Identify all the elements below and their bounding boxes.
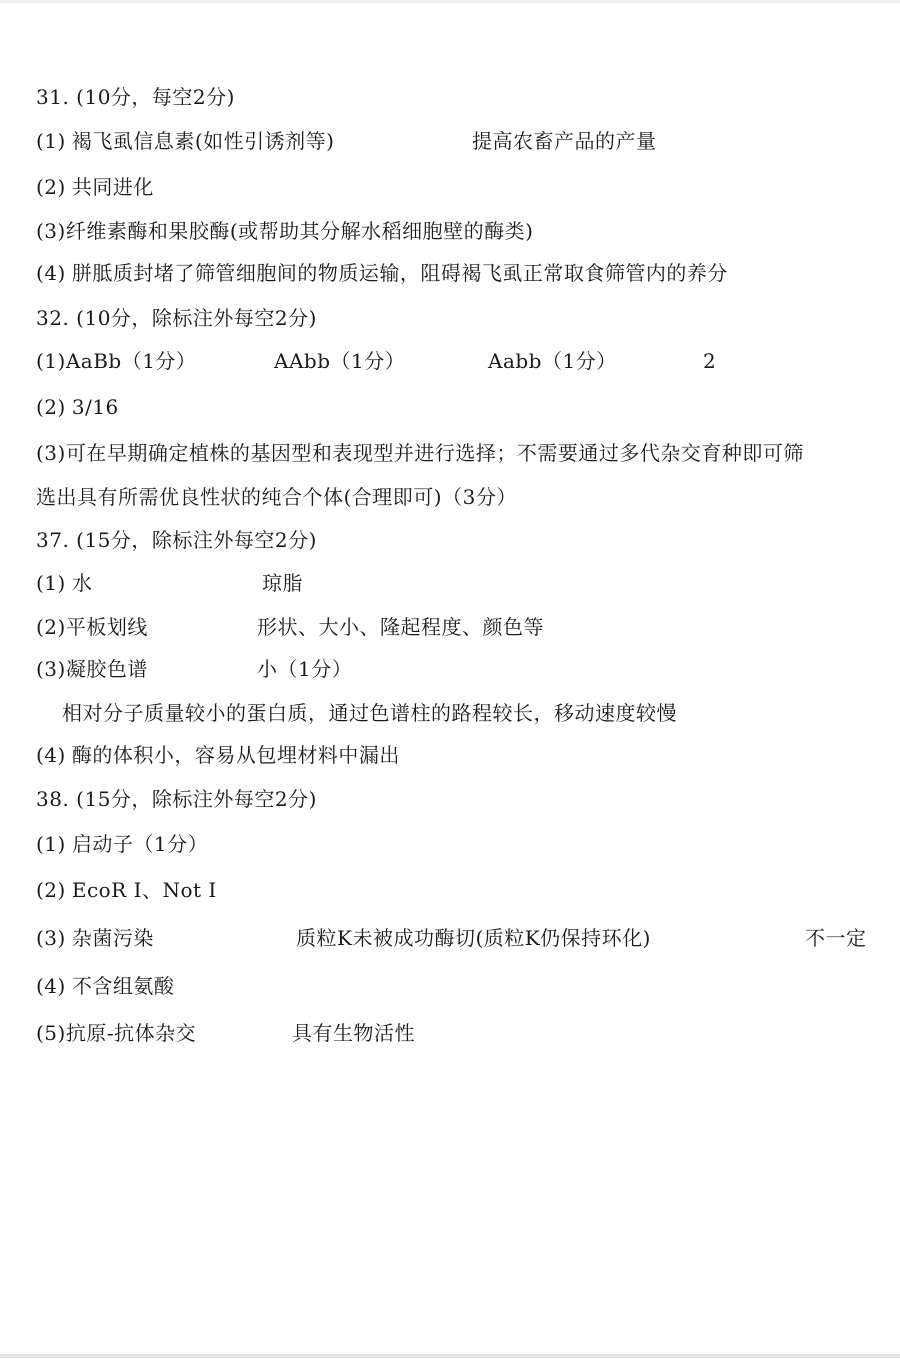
q32-1-answer-a: AaBb（1分） (65, 349, 197, 373)
q32-1-answer-b: AAbb（1分） (274, 349, 406, 373)
q32-answer-2 (36, 394, 119, 420)
q31-answer-4 (36, 260, 728, 286)
q38-4-number: (4) (36, 974, 66, 998)
q31-4-answer: 胼胝质封堵了筛管细胞间的物质运输，阻碍褐飞虱正常取食筛管内的养分 (71, 261, 728, 285)
q31-answer-3 (36, 218, 533, 244)
q37-3-answer-c: 相对分子质量较小的蛋白质，通过色谱柱的路程较长，移动速度较慢 (62, 701, 677, 725)
q31-2-number: (2) (36, 175, 66, 199)
bottom-edge-line (0, 1354, 900, 1358)
q38-5-number: (5) (36, 1021, 66, 1045)
q32-2-number: (2) (36, 395, 66, 419)
q32-header: 32. (10分，除标注外每空2分) (36, 306, 317, 330)
q37-1-answer-a: 水 (71, 571, 93, 595)
q37-4-number: (4) (36, 743, 66, 767)
q37-1-answer-b: 琼脂 (262, 571, 303, 595)
q37-1-number: (1) (36, 571, 66, 595)
q32-answer-1 (36, 348, 196, 374)
q32-3-answer-line1: 可在早期确定植株的基因型和表现型并进行选择；不需要通过多代杂交育种即可筛 (65, 441, 804, 465)
q31-3-answer: 纤维素酶和果胶酶(或帮助其分解水稻细胞壁的酶类) (65, 219, 534, 243)
q38-3-answer-a: 杂菌污染 (71, 926, 154, 950)
q38-3-number: (3) (36, 926, 66, 950)
q37-header: 37. (15分，除标注外每空2分) (36, 528, 317, 552)
q31-answer-2 (36, 174, 154, 200)
q37-2-answer-a: 平板划线 (65, 615, 148, 639)
q31-2-answer: 共同进化 (71, 175, 154, 199)
q38-answer-5 (36, 1020, 196, 1046)
q38-2-number: (2) (36, 878, 66, 902)
q38-answer-2 (36, 877, 217, 903)
q37-2-number: (2) (36, 615, 66, 639)
q31-3-number: (3) (36, 219, 66, 243)
q38-answer-4 (36, 973, 174, 999)
q32-1-answer-c: Aabb（1分） (488, 349, 617, 373)
q38-answer-1 (36, 831, 208, 857)
q31-4-number: (4) (36, 261, 66, 285)
q32-1-answer-d: 2 (703, 349, 717, 373)
q32-answer-3 (36, 440, 804, 466)
q37-4-answer: 酶的体积小，容易从包埋材料中漏出 (71, 743, 400, 767)
q38-1-number: (1) (36, 832, 66, 856)
q31-1-number: (1) (36, 129, 66, 153)
q38-3-answer-b: 质粒K未被成功酶切(质粒K仍保持环化) (296, 926, 651, 950)
q37-3-answer-b: 小（1分） (257, 657, 353, 681)
q31-1-answer-a: 褐飞虱信息素(如性引诱剂等) (71, 129, 335, 153)
q37-2-answer-b: 形状、大小、隆起程度、颜色等 (257, 615, 544, 639)
q32-2-answer: 3/16 (71, 395, 119, 419)
q37-answer-4 (36, 742, 400, 768)
q31-1-answer-b: 提高农畜产品的产量 (472, 129, 657, 153)
q37-3-number: (3) (36, 657, 66, 681)
q32-1-number: (1) (36, 349, 66, 373)
q38-5-answer-b: 具有生物活性 (292, 1021, 415, 1045)
q38-header: 38. (15分，除标注外每空2分) (36, 787, 317, 811)
q32-3-answer-line2: 选出具有所需优良性状的纯合个体(合理即可)（3分） (36, 485, 517, 509)
top-edge-line (0, 0, 900, 3)
q38-1-answer: 启动子（1分） (71, 832, 209, 856)
q38-3-answer-c: 不一定 (805, 926, 867, 950)
q37-3-answer-a: 凝胶色谱 (65, 657, 148, 681)
q37-answer-2 (36, 614, 148, 640)
q38-5-answer-a: 抗原-抗体杂交 (65, 1021, 197, 1045)
q32-3-number: (3) (36, 441, 66, 465)
q37-answer-1 (36, 570, 92, 596)
q38-2-answer: EcoR I、Not I (71, 878, 217, 902)
q38-4-answer: 不含组氨酸 (71, 974, 175, 998)
q37-answer-3 (36, 656, 148, 682)
q31-answer-1 (36, 128, 334, 154)
q38-answer-3 (36, 925, 154, 951)
q31-header: 31. (10分，每空2分) (36, 85, 235, 109)
